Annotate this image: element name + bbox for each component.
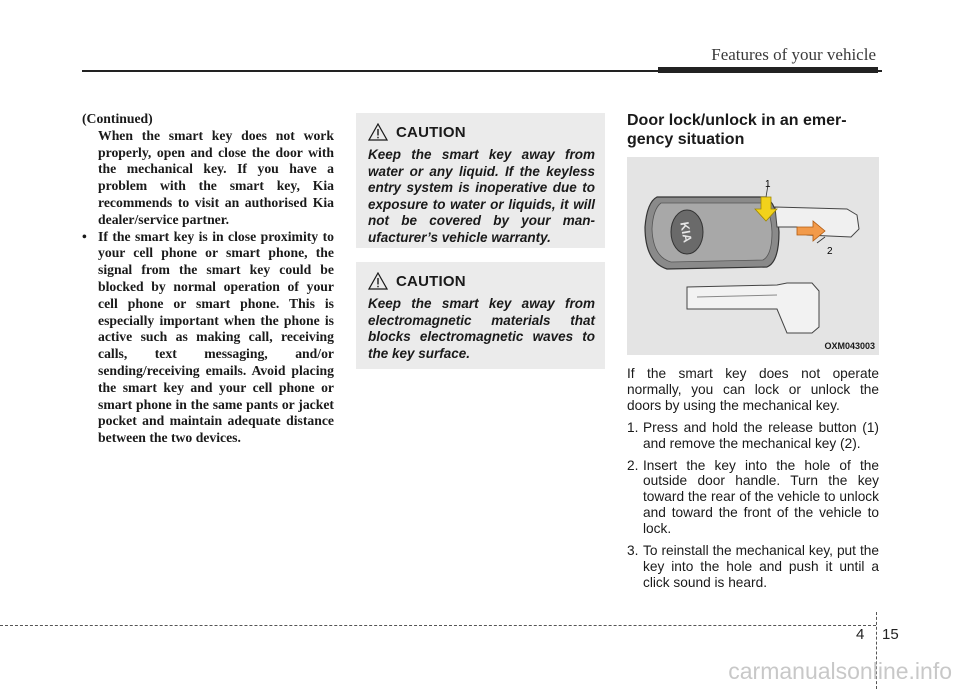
step-number: 1. (627, 419, 639, 435)
kia-logo-text: KIA (677, 220, 695, 244)
step-number: 2. (627, 457, 639, 473)
step-number: 3. (627, 543, 639, 559)
callout-2: 2 (827, 246, 833, 257)
intro-paragraph: If the smart key does not operate normally, you can lock or unlock the doors by using the mechanical key. (627, 366, 879, 413)
bullet-item (82, 229, 334, 447)
caution-header (368, 272, 595, 290)
caution-text: Keep the smart key away from electromagnetic materials that blocks electromagnetic waves to the key surface. (368, 296, 595, 361)
key-fob-face (652, 203, 772, 262)
footer-rule (0, 625, 876, 626)
header-rule-accent (658, 67, 878, 73)
step-text: To reinstall the mechanical key, put the key into the hole and push it until a click sound is heard. (643, 543, 879, 590)
watermark: carmanualsonline.info (728, 658, 952, 684)
step-text: Press and hold the release button (1) and remove the mechanical key (2). (643, 419, 879, 451)
caution-header (368, 123, 595, 141)
section-number: 4 (856, 626, 865, 643)
caution-text: Keep the smart key away from water or any liquid. If the keyless entry system is inoperative due to exposure to water or liquids, it will not be covered by your man-ufacturer’s vehicle warranty. (368, 147, 595, 245)
step-text: Insert the key into the hole of the outside door handle. Turn the key toward the rear of the vehicle to unlock and toward the front of the vehicle to lock. (643, 457, 879, 537)
page-number: 15 (882, 626, 899, 643)
step-item (627, 458, 879, 538)
left-column (82, 111, 334, 447)
caution-label: CAUTION (396, 123, 466, 141)
continued-label: (Continued) (82, 111, 153, 126)
caution-box-water (356, 113, 605, 248)
step-item (627, 420, 879, 452)
bullet-text: If the smart key is in close proximity to your cell phone or smart phone, the signal from the smart key could be blocked by normal operation of your cell phone or smart phone. This is especially important when the phone is active such as making call, receiving calls, text messaging, and/or sending/receiving emails. Avoid placing the smart key and your cell phone or smart phone in the same pants or jacket pocket and maintain adequate distance between the two devices. (98, 228, 334, 446)
right-column-heading (627, 111, 879, 149)
mechanical-key-removed (687, 283, 819, 333)
emergency-instructions (627, 366, 879, 597)
bullet-marker: • (82, 228, 87, 244)
page-header-title: Features of your vehicle (711, 45, 876, 64)
callout-1: 1 (765, 179, 771, 190)
section-title: Door lock/unlock in an emer-gency situation (627, 112, 847, 148)
warning-triangle-icon (368, 123, 388, 141)
warning-triangle-icon (368, 272, 388, 290)
smart-key-paragraph: When the smart key does not work properly, open and close the door with the mechanical key. If you have a problem with the smart key, Kia recommends to visit an authorised Kia dealer/service partner. (98, 127, 334, 227)
figure-code: OXM043003 (824, 341, 875, 351)
smart-key-illustration (627, 157, 879, 355)
caution-box-electromagnetic (356, 262, 605, 369)
smart-key-figure (627, 157, 879, 355)
caution-label: CAUTION (396, 272, 466, 290)
step-item (627, 543, 879, 591)
